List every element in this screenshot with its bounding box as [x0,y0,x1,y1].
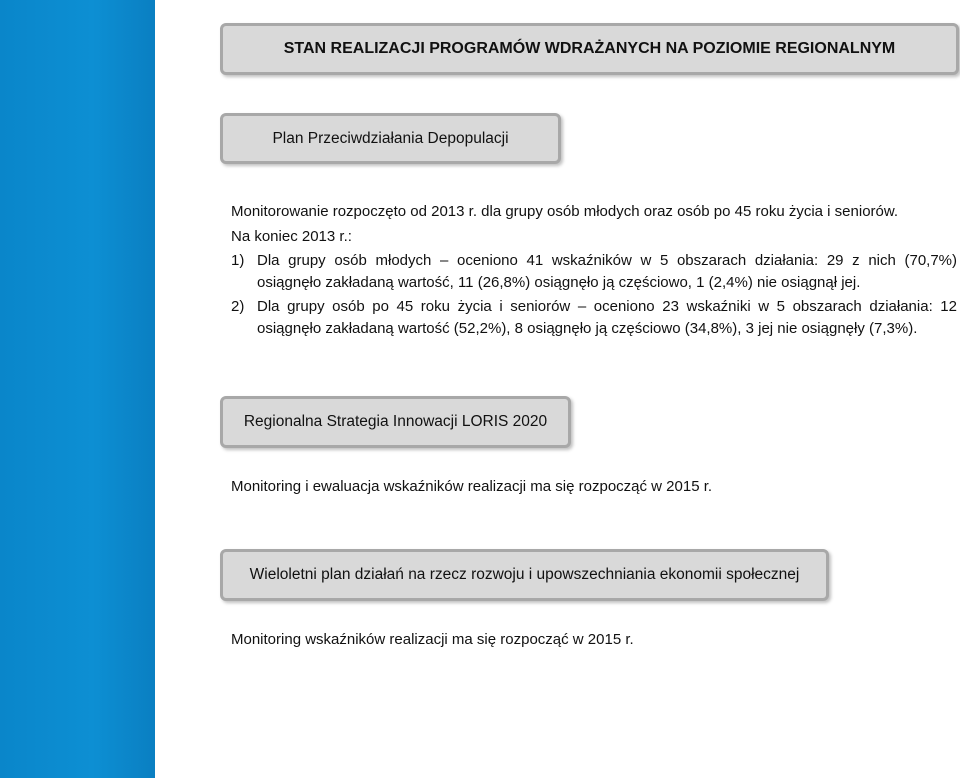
depopulation-intro-line2: Na koniec 2013 r.: [231,228,352,245]
depopulation-intro-line1: Monitorowanie rozpoczęto od 2013 r. dla grupy osób młodych oraz osób po 45 roku życia i seniorów. [231,203,899,220]
list-item-text: Dla grupy osób młodych – oceniono 41 wskaźników w 5 obszarach działania: 29 z nich (70,7%) osiągnęło zakładaną wartość, 11 (26,8%) osiągnęło ją częściowo, 1 (2,4%) nie osiągnął jej. [257,252,957,291]
page-title-text: STAN REALIZACJI PROGRAMÓW WDRAŻANYCH NA POZIOMIE REGIONALNYM [283,40,896,57]
list-item [231,296,957,340]
innovation-note: Monitoring i ewaluacja wskaźników realizacji ma się rozpocząć w 2015 r. [231,478,713,495]
section-header-innovation [220,396,571,448]
left-accent-band [0,0,155,778]
section-label-innovation: Regionalna Strategia Innowacji LORIS 2020 [243,413,548,430]
list-item-number: 1) [231,252,245,269]
list-item-number: 2) [231,298,245,315]
section-header-depopulation [220,113,561,164]
section-label-depopulation: Plan Przeciwdziałania Depopulacji [272,129,509,147]
section-label-social-economy: Wieloletni plan działań na rzecz rozwoju i upowszechniania ekonomii społecznej [249,566,800,583]
list-item-text: Dla grupy osób po 45 roku życia i seniorów – oceniono 23 wskaźniki w 5 obszarach działania: 12 osiągnęło zakładaną wartość (52,2%), 8 osiągnęło ją częściowo (34,8%), 3 jej nie osiągnęły (7,3%). [257,298,957,337]
social-economy-note: Monitoring wskaźników realizacji ma się rozpocząć w 2015 r. [231,631,634,648]
page-title [220,23,959,75]
section-header-social-economy [220,549,829,601]
list-item [231,250,957,294]
depopulation-results-list [231,250,957,342]
